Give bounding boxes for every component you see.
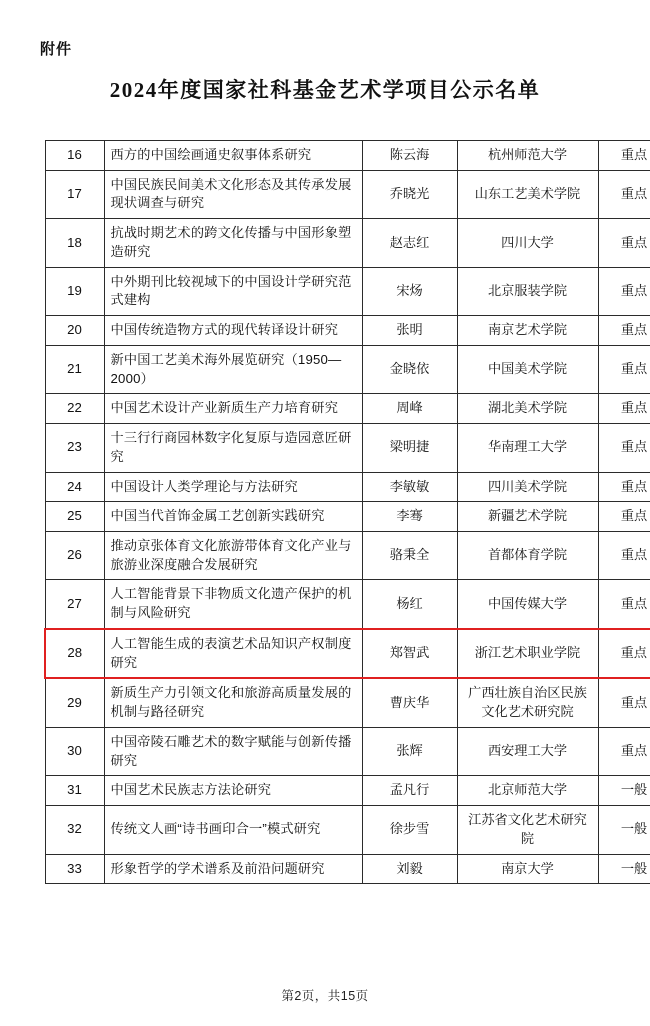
row-person: 郑智武 [362,629,457,678]
row-number: 25 [45,502,104,532]
row-number: 24 [45,472,104,502]
table-row [45,727,650,775]
table-row [45,776,650,806]
row-type: 重点 [598,345,650,393]
row-organization: 广西壮族自治区民族文化艺术研究院 [457,678,598,727]
row-organization: 江苏省文化艺术研究院 [457,806,598,854]
row-project-title: 抗战时期艺术的跨文化传播与中国形象塑造研究 [104,219,362,267]
table-row [45,678,650,727]
row-organization: 中国美术学院 [457,345,598,393]
row-organization: 湖北美术学院 [457,394,598,424]
row-type: 重点 [598,424,650,472]
row-organization: 首都体育学院 [457,532,598,580]
row-project-title: 新质生产力引领文化和旅游高质量发展的机制与路径研究 [104,678,362,727]
table-row [45,502,650,532]
table-row [45,532,650,580]
row-person: 孟凡行 [362,776,457,806]
row-person: 梁明捷 [362,424,457,472]
row-type: 重点 [598,472,650,502]
row-person: 陈云海 [362,141,457,171]
project-list-table-wrap [44,140,648,884]
row-number: 18 [45,219,104,267]
row-person: 杨红 [362,580,457,629]
row-person: 骆秉全 [362,532,457,580]
row-type: 一般 [598,854,650,884]
row-person: 张辉 [362,727,457,775]
row-project-title: 中国艺术设计产业新质生产力培育研究 [104,394,362,424]
row-organization: 新疆艺术学院 [457,502,598,532]
row-number: 30 [45,727,104,775]
row-type: 重点 [598,267,650,315]
row-person: 宋炀 [362,267,457,315]
row-organization: 南京艺术学院 [457,316,598,346]
row-project-title: 中国艺术民族志方法论研究 [104,776,362,806]
row-project-title: 十三行行商园林数字化复原与造园意匠研究 [104,424,362,472]
table-row [45,170,650,218]
row-number: 21 [45,345,104,393]
row-project-title: 西方的中国绘画通史叙事体系研究 [104,141,362,171]
row-organization: 杭州师范大学 [457,141,598,171]
row-project-title: 新中国工艺美术海外展览研究（1950—2000） [104,345,362,393]
row-person: 张明 [362,316,457,346]
row-project-title: 中外期刊比较视域下的中国设计学研究范式建构 [104,267,362,315]
row-project-title: 中国当代首饰金属工艺创新实践研究 [104,502,362,532]
table-row [45,806,650,854]
row-number: 19 [45,267,104,315]
table-row [45,629,650,678]
row-type: 重点 [598,678,650,727]
row-number: 22 [45,394,104,424]
row-person: 徐步雪 [362,806,457,854]
row-person: 周峰 [362,394,457,424]
row-organization: 华南理工大学 [457,424,598,472]
row-type: 重点 [598,394,650,424]
row-type: 重点 [598,532,650,580]
table-row [45,219,650,267]
row-project-title: 中国设计人类学理论与方法研究 [104,472,362,502]
row-organization: 四川美术学院 [457,472,598,502]
row-project-title: 中国传统造物方式的现代转译设计研究 [104,316,362,346]
project-list-table [44,140,650,884]
row-organization: 山东工艺美术学院 [457,170,598,218]
row-number: 31 [45,776,104,806]
table-row [45,316,650,346]
row-number: 20 [45,316,104,346]
row-person: 刘毅 [362,854,457,884]
row-type: 重点 [598,727,650,775]
table-row [45,394,650,424]
row-number: 29 [45,678,104,727]
row-number: 23 [45,424,104,472]
row-organization: 浙江艺术职业学院 [457,629,598,678]
row-type: 一般 [598,776,650,806]
page-title: 2024年度国家社科基金艺术学项目公示名单 [109,78,541,102]
page-footer: 第2页，共15页 [281,989,369,1003]
table-row [45,472,650,502]
row-person: 李骞 [362,502,457,532]
row-project-title: 形象哲学的学术谱系及前沿问题研究 [104,854,362,884]
row-number: 17 [45,170,104,218]
row-organization: 北京师范大学 [457,776,598,806]
row-organization: 南京大学 [457,854,598,884]
row-person: 金晓依 [362,345,457,393]
table-row [45,141,650,171]
row-person: 赵志红 [362,219,457,267]
row-number: 28 [45,629,104,678]
row-person: 李敏敏 [362,472,457,502]
attachment-label: 附件 [40,41,73,58]
row-project-title: 人工智能生成的表演艺术品知识产权制度研究 [104,629,362,678]
row-project-title: 人工智能背景下非物质文化遗产保护的机制与风险研究 [104,580,362,629]
row-project-title: 推动京张体育文化旅游带体育文化产业与旅游业深度融合发展研究 [104,532,362,580]
row-type: 重点 [598,170,650,218]
table-row [45,345,650,393]
row-organization: 中国传媒大学 [457,580,598,629]
row-type: 重点 [598,580,650,629]
table-row [45,854,650,884]
row-project-title: 中国民族民间美术文化形态及其传承发展现状调查与研究 [104,170,362,218]
row-organization: 西安理工大学 [457,727,598,775]
row-organization: 四川大学 [457,219,598,267]
row-project-title: 中国帝陵石雕艺术的数字赋能与创新传播研究 [104,727,362,775]
table-row [45,267,650,315]
row-number: 26 [45,532,104,580]
table-row [45,580,650,629]
table-row [45,424,650,472]
row-person: 曹庆华 [362,678,457,727]
row-number: 16 [45,141,104,171]
row-number: 27 [45,580,104,629]
row-type: 一般 [598,806,650,854]
row-project-title: 传统文人画“诗书画印合一”模式研究 [104,806,362,854]
row-person: 乔晓光 [362,170,457,218]
row-organization: 北京服装学院 [457,267,598,315]
row-type: 重点 [598,141,650,171]
row-type: 重点 [598,219,650,267]
row-type: 重点 [598,316,650,346]
row-number: 33 [45,854,104,884]
row-number: 32 [45,806,104,854]
row-type: 重点 [598,502,650,532]
row-type: 重点 [598,629,650,678]
